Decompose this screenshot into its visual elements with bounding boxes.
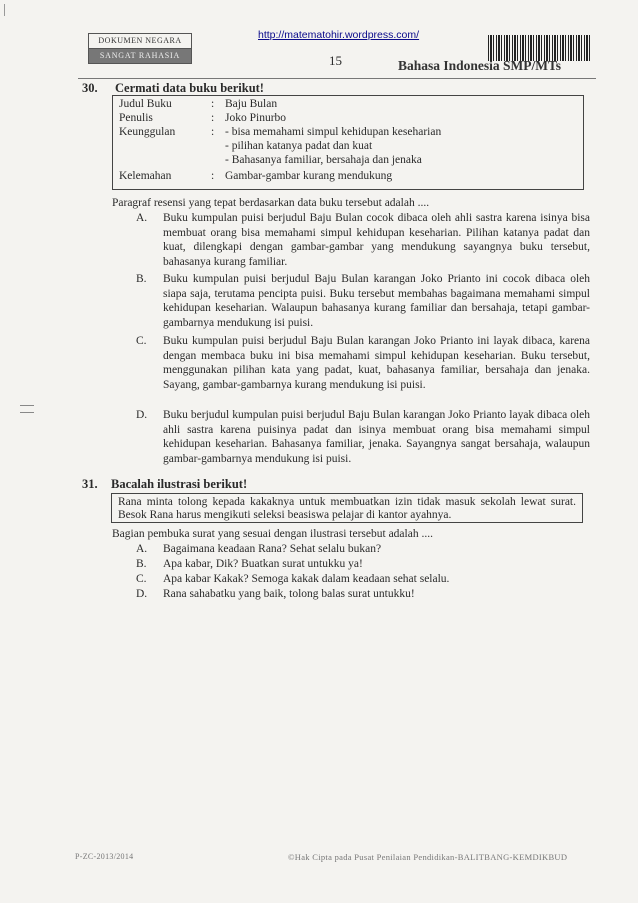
margin-tick-mark <box>4 4 5 16</box>
option-text: Buku kumpulan puisi berjudul Baju Bulan karangan Joko Prianto ini layak dibaca, karena dengan membaca buku ini bisa memahami simpul kehidupan keseharian. Buku tersebut, menggunakan pilihan kata yang padat, kuat, bahasanya familiar, bersahaja dan jenaka. Sayang, gambar-gambarnya kurang mendukung isi puisi. <box>163 335 590 391</box>
option-letter: D. <box>136 409 148 421</box>
footer-copyright: ©Hak Cipta pada Pusat Penilaian Pendidikan-BALITBANG-KEMDIKBUD <box>288 852 568 862</box>
table-row <box>119 140 372 153</box>
doc-label-bottom: SANGAT RAHASIA <box>88 49 192 64</box>
question-30-number: 30. <box>82 81 98 95</box>
source-url-link[interactable]: http://matematohir.wordpress.com/ <box>258 29 420 41</box>
table-row-colon: : <box>211 126 215 138</box>
option-letter: A. <box>136 543 148 555</box>
question-30-title: Cermati data buku berikut! <box>115 81 264 95</box>
option-letter: B. <box>136 558 147 570</box>
table-row-label: Judul Buku <box>119 98 172 110</box>
table-row-value: Baju Bulan <box>225 98 278 110</box>
question-31-option-c[interactable] <box>136 572 590 587</box>
table-row-value: - pilihan katanya padat dan kuat <box>225 140 373 152</box>
question-30-option-a[interactable] <box>136 211 590 269</box>
question-31-prompt: Bagian pembuka surat yang sesuai dengan ilustrasi tersebut adalah .... <box>112 528 433 540</box>
table-row-value: - Bahasanya familiar, bersahaja dan jenaka <box>225 154 422 166</box>
option-text: Buku berjudul kumpulan puisi berjudul Baju Bulan karangan Joko Prianto layak dibaca oleh ahli sastra karena puisinya padat dan isinya membuat orang bisa memahami simpul kehidupan keseharian. Bahasanya familiar, jenaka. Sayangnya sangat bersahaja, walaupun gambar-gambarnya mendukung isi puisi. <box>163 409 590 465</box>
option-letter: C. <box>136 573 147 585</box>
table-row-label: Kelemahan <box>119 170 172 182</box>
illustration-text: Rana minta tolong kepada kakaknya untuk membuatkan izin tidak masuk sekolah lewat surat. Besok Rana harus mengikuti seleksi beasiswa pelajar di kantor ayahnya. <box>118 496 576 521</box>
option-text: Apa kabar Kakak? Semoga kakak dalam keadaan sehat selalu. <box>163 573 450 585</box>
book-data-table <box>112 95 584 190</box>
illustration-box <box>111 493 583 523</box>
option-text: Rana sahabatku yang baik, tolong balas surat untukku! <box>163 588 415 600</box>
question-30-option-c[interactable] <box>136 334 590 392</box>
footer-code: P-ZC-2013/2014 <box>75 852 134 861</box>
option-text: Bagaimana keadaan Rana? Sehat selalu bukan? <box>163 543 382 555</box>
table-row <box>119 126 441 139</box>
table-row <box>119 112 286 125</box>
table-row-colon: : <box>211 112 215 124</box>
header-divider <box>78 78 596 79</box>
option-text: Apa kabar, Dik? Buatkan surat untukku ya! <box>163 558 363 570</box>
question-31-number: 31. <box>82 477 98 491</box>
option-letter: C. <box>136 335 147 347</box>
table-row <box>119 154 422 167</box>
option-letter: D. <box>136 588 148 600</box>
option-letter: B. <box>136 273 147 285</box>
table-row-value: Joko Pinurbo <box>225 112 287 124</box>
document-classification-label <box>88 33 192 64</box>
table-row-colon: : <box>211 98 215 110</box>
option-text: Buku kumpulan puisi berjudul Baju Bulan karangan Joko Prianto ini cocok dibaca oleh siapa saja, terutama pencipta puisi. Buku tersebut membahas bagaimana memahami simpul kehidupan keseharian. Walaupun bahasanya kurang familiar dan bersahaja, tetapi gambar-gambarnya mendukung isi puisi. <box>163 273 590 329</box>
table-row-value: - bisa memahami simpul kehidupan keseharian <box>225 126 442 138</box>
doc-label-top: DOKUMEN NEGARA <box>88 33 192 49</box>
question-31-option-a[interactable] <box>136 542 590 557</box>
question-30-option-d[interactable] <box>136 408 590 466</box>
table-row-value: Gambar-gambar kurang mendukung <box>225 170 393 182</box>
table-row-label: Keunggulan <box>119 126 176 138</box>
page-number: 15 <box>329 53 342 68</box>
question-30-option-b[interactable] <box>136 272 590 330</box>
option-letter: A. <box>136 212 148 224</box>
margin-equals-mark <box>20 405 34 413</box>
table-row-colon: : <box>211 170 215 182</box>
question-30-prompt: Paragraf resensi yang tepat berdasarkan data buku tersebut adalah .... <box>112 197 430 209</box>
question-31-title: Bacalah ilustrasi berikut! <box>111 477 248 491</box>
table-row-label: Penulis <box>119 112 153 124</box>
table-row <box>119 98 277 111</box>
subject-title: Bahasa Indonesia SMP/MTs <box>398 58 562 73</box>
question-31-option-b[interactable] <box>136 557 590 572</box>
table-row <box>119 170 392 183</box>
option-text: Buku kumpulan puisi berjudul Baju Bulan cocok dibaca oleh ahli sastra karena isinya bisa membuat orang bisa memahami simpul kehidupan keseharian. Pilihan katanya padat dan kuat, dilengkapi dengan gambar-gambar yang mendukung sayangnya buku tersebut, bahasanya kurang familiar. <box>163 212 590 268</box>
question-31-option-d[interactable] <box>136 587 590 602</box>
